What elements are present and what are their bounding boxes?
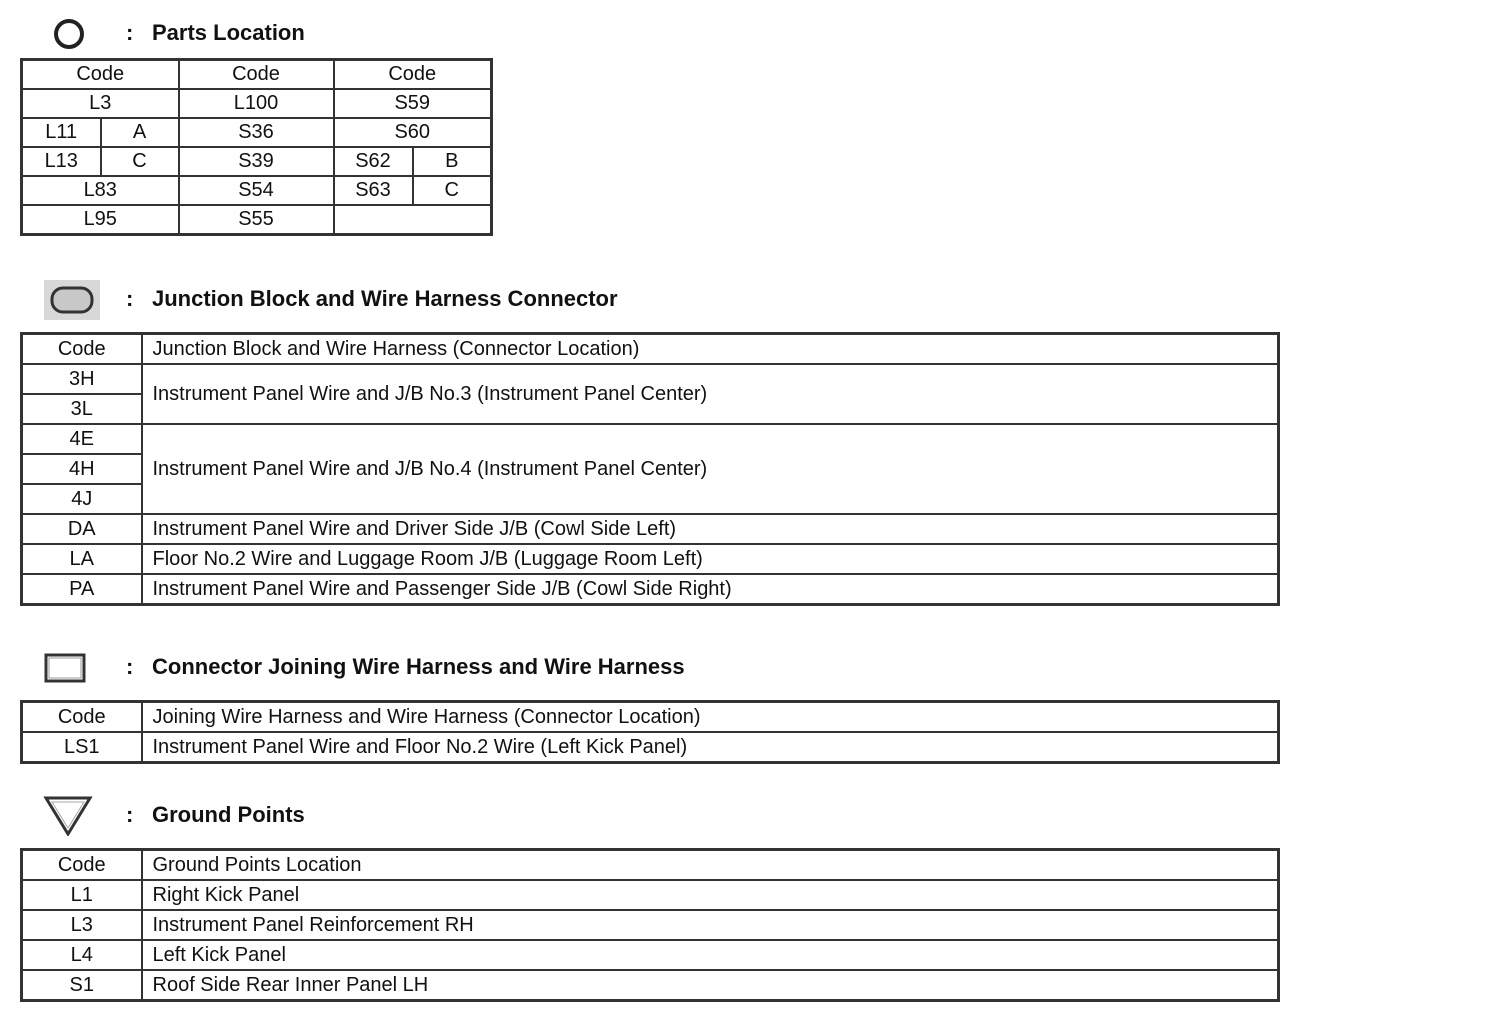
code-cell: S55 — [179, 205, 334, 235]
code-cell: S62 — [334, 147, 413, 176]
code-cell: 4H — [22, 454, 142, 484]
table-row — [22, 424, 1279, 454]
connector-joining-heading — [22, 650, 822, 686]
table-row — [22, 732, 1279, 763]
ground-points-heading — [22, 798, 522, 834]
code-cell: S36 — [179, 118, 334, 147]
column-header: Code — [334, 60, 492, 90]
code-cell: 4E — [22, 424, 142, 454]
rectangle-icon — [22, 650, 118, 686]
code-cell: S39 — [179, 147, 334, 176]
description-cell: Instrument Panel Wire and J/B No.3 (Instrument Panel Center) — [142, 364, 1279, 424]
code-cell: L13 — [22, 147, 101, 176]
junction-block-heading — [22, 282, 822, 318]
table-row — [22, 544, 1279, 574]
description-cell: Instrument Panel Wire and Driver Side J/B (Cowl Side Left) — [142, 514, 1279, 544]
table-row — [22, 574, 1279, 605]
section-title: Connector Joining Wire Harness and Wire Harness — [152, 654, 685, 679]
table-header-row — [22, 850, 1279, 881]
variant-cell: C — [101, 147, 179, 176]
code-cell: L83 — [22, 176, 179, 205]
table-row — [22, 910, 1279, 940]
column-header: Code — [22, 334, 142, 365]
code-cell: DA — [22, 514, 142, 544]
code-cell: LA — [22, 544, 142, 574]
rounded-rect-shaded-icon — [22, 278, 118, 320]
column-header: Code — [22, 850, 142, 881]
ground-points-table — [20, 848, 1280, 1002]
code-cell: L3 — [22, 910, 142, 940]
variant-cell: C — [413, 176, 492, 205]
code-cell: S63 — [334, 176, 413, 205]
table-row — [22, 880, 1279, 910]
code-cell: S54 — [179, 176, 334, 205]
circle-icon — [22, 16, 118, 52]
table-row — [22, 364, 1279, 394]
column-header: Code — [179, 60, 334, 90]
table-header-row — [22, 334, 1279, 365]
table-header-row — [22, 60, 492, 90]
column-header: Ground Points Location — [142, 850, 1279, 881]
code-cell: S60 — [334, 118, 492, 147]
section-colon: : — [126, 802, 134, 827]
connector-joining-table — [20, 700, 1280, 764]
description-cell: Instrument Panel Wire and Passenger Side J/B (Cowl Side Right) — [142, 574, 1279, 605]
code-cell: L3 — [22, 89, 179, 118]
table-row — [22, 118, 492, 147]
table-row — [22, 514, 1279, 544]
table-row — [22, 176, 492, 205]
description-cell: Roof Side Rear Inner Panel LH — [142, 970, 1279, 1001]
description-cell: Floor No.2 Wire and Luggage Room J/B (Luggage Room Left) — [142, 544, 1279, 574]
table-row — [22, 205, 492, 235]
section-colon: : — [126, 654, 134, 679]
empty-cell — [334, 205, 492, 235]
table-header-row — [22, 702, 1279, 733]
triangle-down-icon — [22, 794, 118, 836]
variant-cell: B — [413, 147, 492, 176]
table-row — [22, 940, 1279, 970]
code-cell: L4 — [22, 940, 142, 970]
code-cell: L95 — [22, 205, 179, 235]
code-cell: L1 — [22, 880, 142, 910]
junction-block-table — [20, 332, 1280, 606]
code-cell: L100 — [179, 89, 334, 118]
column-header: Junction Block and Wire Harness (Connector Location) — [142, 334, 1279, 365]
description-cell: Instrument Panel Wire and Floor No.2 Wire (Left Kick Panel) — [142, 732, 1279, 763]
description-cell: Instrument Panel Wire and J/B No.4 (Instrument Panel Center) — [142, 424, 1279, 514]
section-title: Parts Location — [152, 20, 305, 45]
parts-location-heading — [22, 16, 422, 52]
code-cell: 3L — [22, 394, 142, 424]
column-header: Code — [22, 702, 142, 733]
table-row — [22, 147, 492, 176]
column-header: Code — [22, 60, 179, 90]
column-header: Joining Wire Harness and Wire Harness (Connector Location) — [142, 702, 1279, 733]
description-cell: Right Kick Panel — [142, 880, 1279, 910]
table-row — [22, 89, 492, 118]
code-cell: S59 — [334, 89, 492, 118]
code-cell: LS1 — [22, 732, 142, 763]
table-row — [22, 970, 1279, 1001]
code-cell: L11 — [22, 118, 101, 147]
description-cell: Left Kick Panel — [142, 940, 1279, 970]
section-title: Ground Points — [152, 802, 305, 827]
variant-cell: A — [101, 118, 179, 147]
description-cell: Instrument Panel Reinforcement RH — [142, 910, 1279, 940]
parts-location-table — [20, 58, 493, 236]
code-cell: S1 — [22, 970, 142, 1001]
section-colon: : — [126, 286, 134, 311]
code-cell: 3H — [22, 364, 142, 394]
section-colon: : — [126, 20, 134, 45]
code-cell: PA — [22, 574, 142, 605]
section-title: Junction Block and Wire Harness Connector — [152, 286, 618, 311]
code-cell: 4J — [22, 484, 142, 514]
